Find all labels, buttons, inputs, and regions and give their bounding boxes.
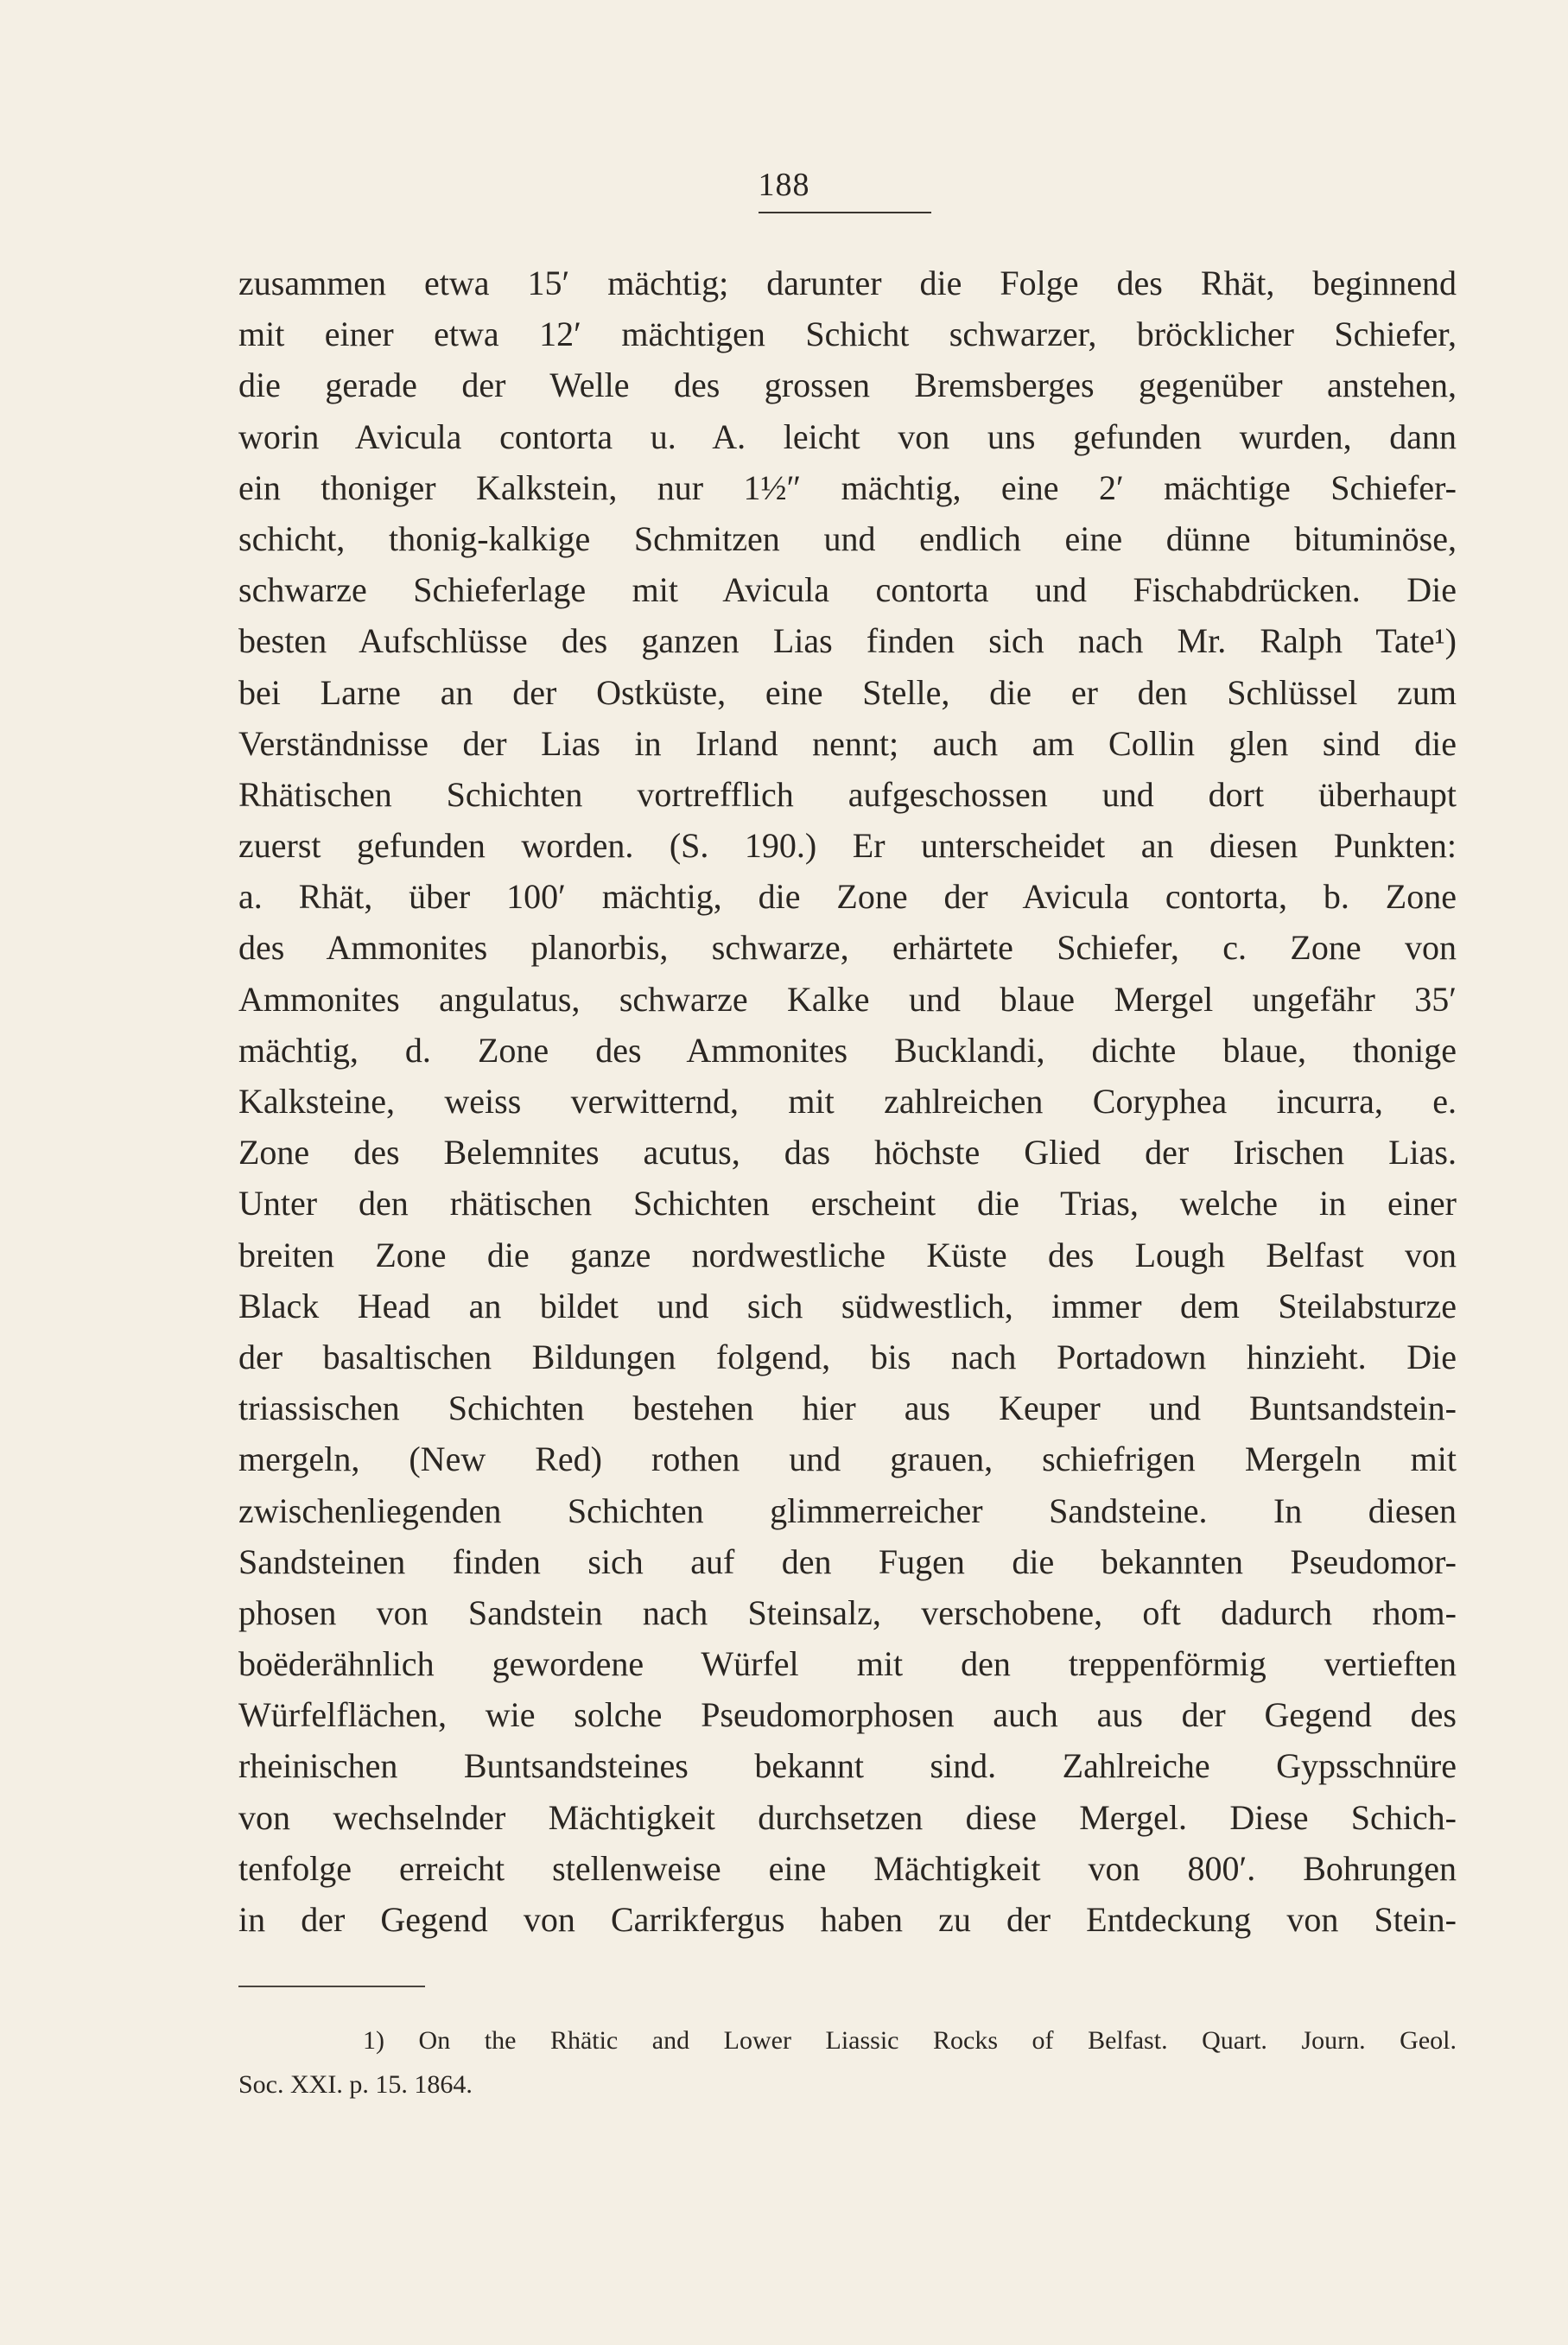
text-line: a. Rhät, über 100′ mächtig, die Zone der Avicula contorta, b. Zone [238,877,1457,917]
text-line: mächtig, d. Zone des Ammonites Bucklandi, dichte blaue, thonige [238,1030,1457,1070]
text-line: Rhätischen Schichten vortrefflich aufgeschossen und dort überhaupt [238,774,1457,814]
text-line: Zone des Belemnites acutus, das höchste Glied der Irischen Lias. [238,1133,1457,1172]
body-text [238,257,1457,1945]
text-line: zwischenliegenden Schichten glimmerreicher Sandsteine. In diesen [238,1490,1457,1530]
text-line: mergeln, (New Red) rothen und grauen, schiefrigen Mergeln mit [238,1439,1457,1479]
text-line: bei Larne an der Ostküste, eine Stelle, die er den Schlüssel zum [238,672,1457,712]
footnote [238,2018,1457,2107]
text-line: der basaltischen Bildungen folgend, bis nach Portadown hinzieht. Die [238,1337,1457,1376]
text-line: in der Gegend von Carrikfergus haben zu der Entdeckung von Stein- [238,1900,1457,1939]
text-line: des Ammonites planorbis, schwarze, erhärtete Schiefer, c. Zone von [238,928,1457,968]
text-line: ein thoniger Kalkstein, nur 1½″ mächtig, eine 2′ mächtige Schiefer- [238,467,1457,507]
text-line: Sandsteinen finden sich auf den Fugen die bekannten Pseudomor- [238,1541,1457,1581]
text-line: phosen von Sandstein nach Steinsalz, verschobene, oft dadurch rhom- [238,1592,1457,1632]
text-line: tenfolge erreicht stellenweise eine Mächtigkeit von 800′. Bohrungen [238,1848,1457,1888]
page-number: 188 [758,167,810,203]
text-line: zuerst gefunden worden. (S. 190.) Er unterscheidet an diesen Punkten: [238,826,1457,866]
text-line: worin Avicula contorta u. A. leicht von uns gefunden wurden, dann [238,416,1457,456]
text-line: Ammonites angulatus, schwarze Kalke und blaue Mergel ungefähr 35′ [238,979,1457,1019]
footnote-separator [238,1986,425,1987]
text-line: mit einer etwa 12′ mächtigen Schicht schwarzer, bröcklicher Schiefer, [238,315,1457,354]
text-line: zusammen etwa 15′ mächtig; darunter die Folge des Rhät, beginnend [238,264,1457,302]
text-line: schicht, thonig-kalkige Schmitzen und endlich eine dünne bituminöse, [238,518,1457,558]
text-line: breiten Zone die ganze nordwestliche Küste des Lough Belfast von [238,1235,1457,1274]
text-line: die gerade der Welle des grossen Bremsberges gegenüber anstehen, [238,365,1457,405]
text-line: Unter den rhätischen Schichten erscheint die Trias, welche in einer [238,1184,1457,1223]
text-line: besten Aufschlüsse des ganzen Lias finden sich nach Mr. Ralph Tate¹) [238,621,1457,661]
text-line: triassischen Schichten bestehen hier aus Keuper und Buntsandstein- [238,1389,1457,1428]
text-line: schwarze Schieferlage mit Avicula contorta und Fischabdrücken. Die [238,570,1457,610]
page-number-rule [759,212,931,213]
text-line: Black Head an bildet und sich südwestlich, immer dem Steilabsturze [238,1286,1457,1325]
text-line: Verständnisse der Lias in Irland nennt; auch am Collin glen sind die [238,723,1457,763]
text-line: Würfelflächen, wie solche Pseudomorphosen auch aus der Gegend des [238,1695,1457,1735]
text-line: boëderähnlich gewordene Würfel mit den treppenförmig vertieften [238,1644,1457,1684]
text-line: von wechselnder Mächtigkeit durchsetzen diese Mergel. Diese Schich- [238,1797,1457,1837]
footnote-line: 1) On the Rhätic and Lower Liassic Rocks of Belfast. Quart. Journ. Geol. [363,2026,1457,2055]
text-line: rheinischen Buntsandsteines bekannt sind. Zahlreiche Gypsschnüre [238,1746,1457,1786]
text-line: Kalksteine, weiss verwitternd, mit zahlreichen Coryphea incurra, e. [238,1082,1457,1121]
footnote-line: Soc. XXI. p. 15. 1864. [238,2070,473,2099]
